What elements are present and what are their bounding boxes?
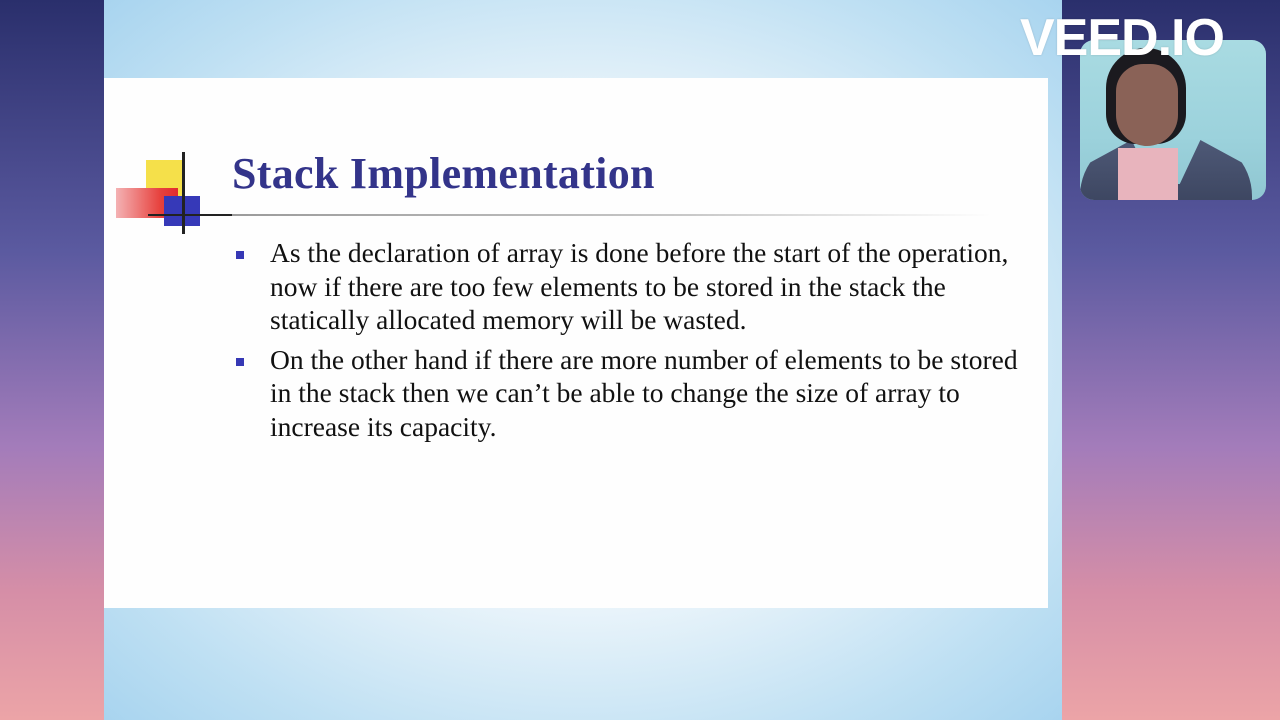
bullet-square-icon xyxy=(236,358,244,366)
bullet-text: On the other hand if there are more number of elements to be stored in the stack then we can’t be able to change the size of array to increase its capacity. xyxy=(270,343,1018,442)
bullet-list xyxy=(232,236,1032,449)
presenter-shirt xyxy=(1118,148,1178,200)
presenter-face xyxy=(1116,64,1178,146)
title-divider xyxy=(232,214,992,216)
slide-logo-icon xyxy=(116,152,236,236)
logo-horizontal-line xyxy=(148,214,238,216)
bullet-item-2 xyxy=(232,343,1032,444)
bullet-text: As the declaration of array is done before the start of the operation, now if there are too few elements to be stored in the stack the statically allocated memory will be wasted. xyxy=(270,237,1009,335)
background-left-band xyxy=(0,0,104,720)
bullet-item-1 xyxy=(232,236,1032,337)
slide-title: Stack Implementation xyxy=(232,149,655,198)
logo-vertical-line xyxy=(182,152,185,234)
bullet-square-icon xyxy=(236,251,244,259)
veed-watermark: VEED.IO xyxy=(1020,9,1224,67)
